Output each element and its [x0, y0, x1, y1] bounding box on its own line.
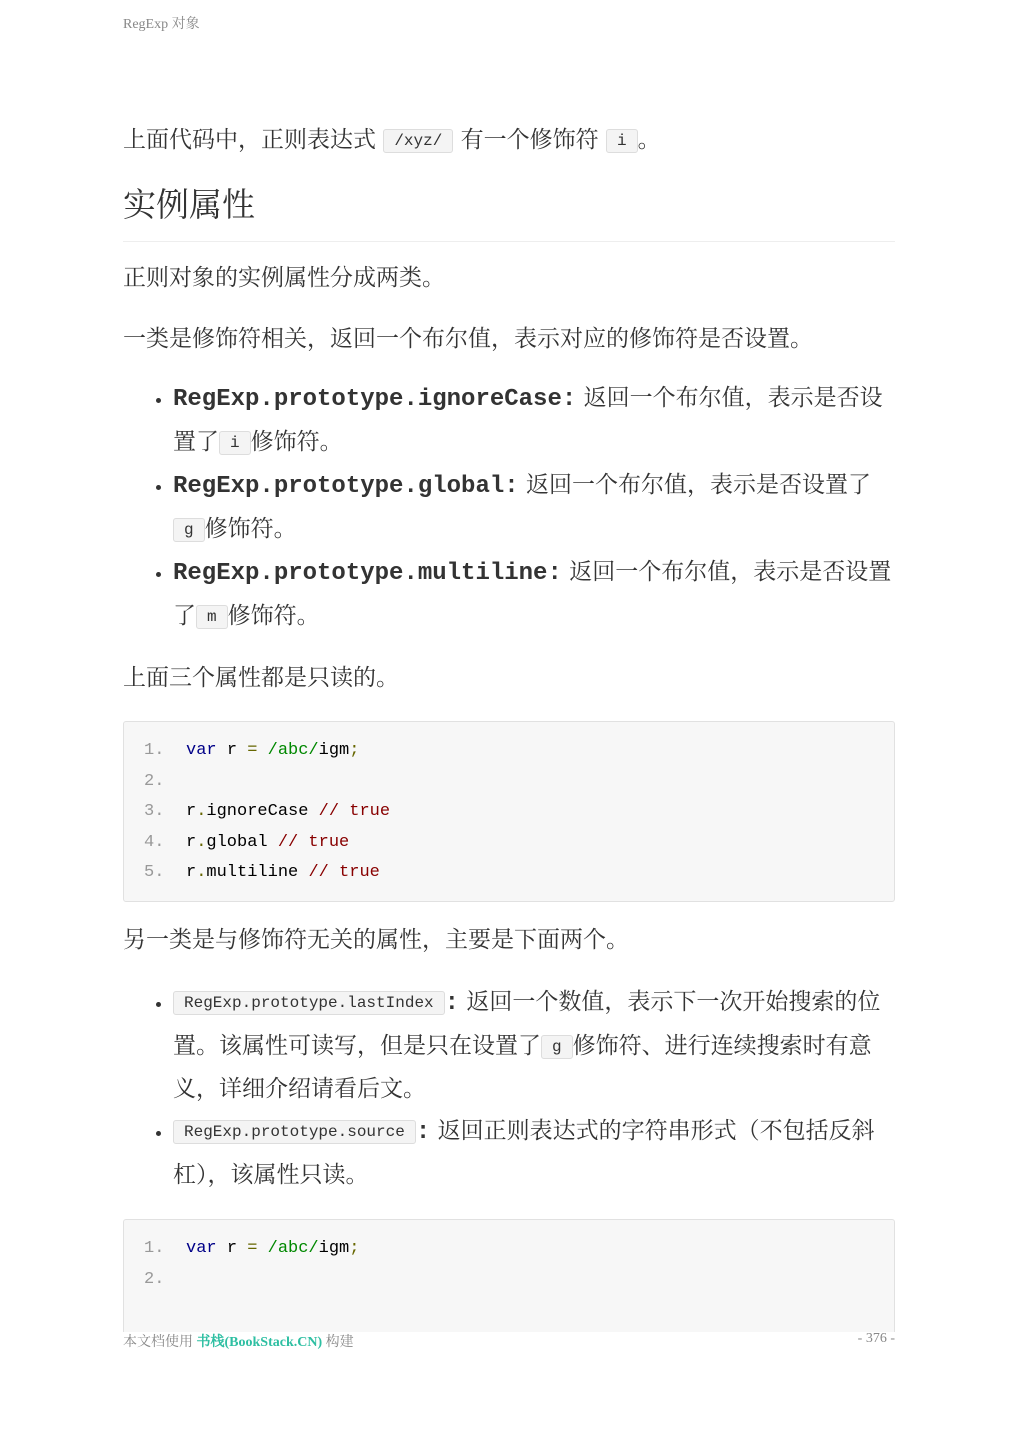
property-desc-end: 修饰符。 [227, 603, 320, 629]
line-number: 3. [144, 802, 165, 822]
code-semicolon: ; [349, 741, 360, 760]
inline-code-flag: i [219, 431, 251, 455]
inline-code-regex: /xyz/ [383, 129, 453, 153]
code-flags: igm [318, 741, 350, 760]
inline-code-flag: g [541, 1035, 573, 1059]
code-line [144, 797, 894, 828]
inline-code-flag: i [606, 129, 638, 153]
property-desc: 返回一个布尔值，表示是否设置了 [173, 385, 883, 455]
code-identifier: r [186, 802, 197, 822]
list-item [173, 1110, 895, 1196]
list-item [173, 464, 895, 551]
code-dot: . [196, 802, 207, 822]
code-line [144, 858, 894, 889]
footer-suffix: 构建 [325, 1335, 354, 1350]
footer-credit [123, 1331, 354, 1351]
code-comment: // true [318, 802, 391, 822]
code-property: ignoreCase [206, 802, 309, 822]
code-regex: /abc/ [267, 741, 319, 760]
property-desc-end: 修饰符。 [204, 516, 297, 542]
footer-prefix: 本文档使用 [123, 1335, 193, 1350]
property-desc: 返回一个数值，表示下一次开始搜索的位置。该属性可读写，但是只在设置了 [173, 988, 881, 1059]
code-identifier: r [186, 832, 197, 852]
property-name: RegExp.prototype.ignoreCase [173, 386, 562, 413]
list-item [173, 377, 895, 464]
code-line [144, 1265, 894, 1296]
inline-code-flag: m [196, 605, 228, 629]
other-property-list [123, 981, 895, 1196]
code-line [144, 1234, 894, 1265]
code-comment: // true [308, 863, 380, 883]
property-name: RegExp.prototype.multiline [173, 560, 548, 587]
footer-brand-link[interactable]: 书栈(BookStack.CN) [196, 1335, 323, 1350]
paragraph-other-props: 另一类是与修饰符无关的属性，主要是下面两个。 [123, 926, 629, 953]
section-heading: 实例属性 [123, 181, 895, 242]
property-code: RegExp.prototype.source [173, 1120, 416, 1144]
code-dot: . [196, 863, 207, 883]
code-line [144, 767, 894, 798]
line-number: 2. [144, 1269, 165, 1289]
code-identifier: r [226, 741, 238, 760]
property-colon: : [415, 1118, 431, 1146]
property-name: RegExp.prototype.global [173, 473, 505, 500]
property-desc-end: 修饰符、进行连续搜索时有意义，详细介绍请看后文。 [173, 1032, 872, 1102]
property-desc: 返回正则表达式的字符串形式（不包括反斜杠），该属性只读。 [173, 1117, 875, 1188]
code-keyword: var [186, 1238, 217, 1258]
code-property: global [206, 832, 268, 852]
code-identifier: r [186, 863, 197, 883]
property-code: RegExp.prototype.lastIndex [173, 991, 445, 1015]
paragraph-readonly: 上面三个属性都是只读的。 [123, 665, 399, 691]
paragraph-categories: 正则对象的实例属性分成两类。 [123, 265, 445, 291]
code-semicolon: ; [349, 1238, 360, 1258]
list-item [173, 551, 895, 638]
line-number: 5. [144, 863, 165, 883]
code-regex: /abc/ [267, 1238, 319, 1258]
running-header: RegExp 对象 [123, 17, 200, 32]
code-line [144, 736, 894, 767]
code-comment: // true [277, 832, 350, 852]
line-number: 1. [144, 741, 165, 760]
flag-property-list [123, 377, 895, 638]
intro-middle: 有一个修饰符 [460, 127, 599, 153]
paragraph-flag-props: 一类是修饰符相关，返回一个布尔值，表示对应的修饰符是否设置。 [123, 326, 813, 352]
list-item [173, 981, 895, 1110]
code-operator: = [247, 1238, 258, 1258]
line-number: 2. [144, 771, 165, 791]
code-keyword: var [186, 741, 217, 760]
code-block-flags [123, 721, 895, 902]
intro-suffix: 。 [637, 127, 661, 153]
code-block-source [123, 1219, 895, 1332]
property-colon: : [504, 473, 519, 500]
intro-paragraph [123, 118, 895, 163]
code-operator: = [247, 741, 258, 760]
property-desc: 返回一个布尔值，表示是否设置了 [525, 472, 871, 498]
property-desc-end: 修饰符。 [250, 429, 343, 455]
page-content [123, 118, 895, 1332]
code-flags: igm [318, 1238, 350, 1258]
property-desc: 返回一个布尔值，表示是否设置了 [173, 559, 892, 629]
line-number: 4. [144, 832, 165, 852]
code-line [144, 828, 894, 859]
code-dot: . [196, 832, 207, 852]
page-number: - 376 - [857, 1331, 895, 1346]
line-number: 1. [144, 1238, 165, 1258]
code-property: multiline [206, 863, 299, 883]
inline-code-flag: g [173, 518, 205, 542]
intro-prefix: 上面代码中，正则表达式 [123, 127, 376, 153]
property-colon: : [547, 560, 562, 587]
code-identifier: r [226, 1238, 238, 1258]
property-colon: : [561, 386, 577, 413]
property-colon: : [444, 989, 460, 1017]
